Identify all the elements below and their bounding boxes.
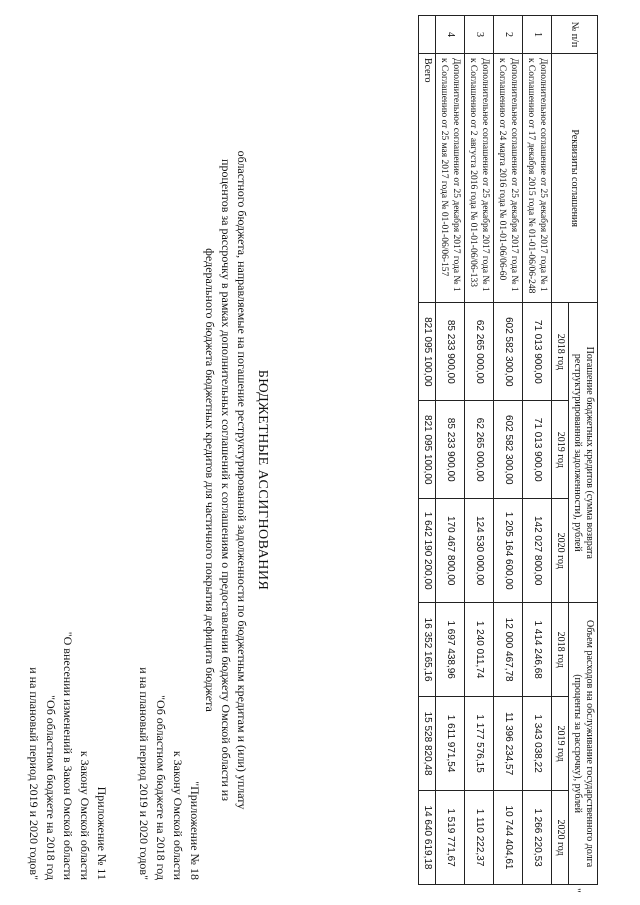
row-number: 2 xyxy=(494,16,523,54)
table-row xyxy=(494,16,523,885)
header-requisites: Реквизиты соглашения xyxy=(552,53,598,302)
total-repayment-2019: 821 095 100,00 xyxy=(419,401,436,499)
row-number: 4 xyxy=(436,16,465,54)
repayment-2019: 85 233 900,00 xyxy=(436,401,465,499)
repayment-2020: 170 467 800,00 xyxy=(436,499,465,603)
row-number: 1 xyxy=(523,16,552,54)
repayment-2019: 71 013 900,00 xyxy=(523,401,552,499)
header-year: 2019 год xyxy=(552,697,569,791)
header-year: 2020 год xyxy=(552,499,569,603)
budget-table xyxy=(418,15,598,885)
servicing-2020: 1 266 220,53 xyxy=(523,791,552,885)
header-servicing: Объем расходов на обслуживание государственного долга (проценты за рассрочку), рублей xyxy=(569,603,598,885)
document-title: БЮДЖЕТНЫЕ АССИГНОВАНИЯ xyxy=(255,369,270,591)
repayment-2020: 142 027 800,00 xyxy=(523,499,552,603)
total-servicing-2019: 15 528 820,48 xyxy=(419,697,436,791)
annex-line: "Приложение № 18 xyxy=(188,781,202,880)
servicing-2020: 1 110 222,37 xyxy=(465,791,494,885)
repayment-2018: 62 265 000,00 xyxy=(465,303,494,401)
agreement-requisites: Дополнительное соглашение от 25 декабря 2017 года № 1 к Соглашению от 24 марта 2016 года № 01-01-06/06-60 xyxy=(494,53,523,302)
annex-line: и на плановый период 2019 и 2020 годов" xyxy=(137,667,151,880)
repayment-2020: 124 530 000,00 xyxy=(465,499,494,603)
repayment-2019: 602 582 300,00 xyxy=(494,401,523,499)
servicing-2019: 1 177 576,15 xyxy=(465,697,494,791)
repayment-2020: 1 205 164 600,00 xyxy=(494,499,523,603)
header-repayment: Погашение бюджетных кредитов (сумма возврата реструктурированной задолженности), рублей xyxy=(569,303,598,603)
servicing-2019: 1 611 971,54 xyxy=(436,697,465,791)
servicing-2020: 1 519 771,67 xyxy=(436,791,465,885)
total-servicing-2018: 16 352 165,16 xyxy=(419,603,436,697)
agreement-requisites: Дополнительное соглашение от 25 декабря 2017 года № 1 к Соглашению от 2 августа 2016 года № 01-01-06/06-133 xyxy=(465,53,494,302)
repayment-2018: 602 582 300,00 xyxy=(494,303,523,401)
table-row xyxy=(523,16,552,885)
table-row xyxy=(465,16,494,885)
repayment-2018: 71 013 900,00 xyxy=(523,303,552,401)
title-block xyxy=(202,130,270,830)
header-year: 2020 год xyxy=(552,791,569,885)
header-year: 2018 год xyxy=(552,603,569,697)
annex-line: "О внесении изменений в Закон Омской области xyxy=(61,631,75,880)
repayment-2019: 62 265 000,00 xyxy=(465,401,494,499)
servicing-2019: 1 343 038,22 xyxy=(523,697,552,791)
total-row xyxy=(419,16,436,885)
servicing-2018: 1 697 438,96 xyxy=(436,603,465,697)
header-year: 2019 год xyxy=(552,401,569,499)
row-number: 3 xyxy=(465,16,494,54)
servicing-2020: 10 744 404,61 xyxy=(494,791,523,885)
total-empty-cell xyxy=(419,16,436,54)
servicing-2018: 1 414 246,68 xyxy=(523,603,552,697)
annex-header-current xyxy=(25,520,110,880)
total-repayment-2020: 1 642 190 200,00 xyxy=(419,499,436,603)
annex-line: "Об областном бюджете на 2018 год xyxy=(44,695,58,880)
header-year: 2018 год xyxy=(552,303,569,401)
total-label: Всего xyxy=(419,53,436,302)
document-subtitle: областного бюджета, направляемые на погашение реструктурированной задолженности по бюджетным кредитам и (или) уплату процентов за рассрочку в рамках дополнительных соглашений к соглашениям о предоставлении бюджету Омской области из федерального бюджета бюджетных кредитов для частичного покрытия дефицита бюджета xyxy=(203,150,249,810)
annex-line: "Об областном бюджете на 2018 год xyxy=(154,695,168,880)
total-servicing-2020: 14 640 619,18 xyxy=(419,791,436,885)
annex-line: к Закону Омской области xyxy=(171,750,185,880)
header-num: № п/п xyxy=(552,16,598,54)
repayment-2018: 85 233 900,00 xyxy=(436,303,465,401)
annex-line: и на плановый период 2019 и 2020 годов" xyxy=(27,667,41,880)
total-repayment-2018: 821 095 100,00 xyxy=(419,303,436,401)
servicing-2018: 12 000 467,78 xyxy=(494,603,523,697)
closing-quote: " xyxy=(570,888,584,893)
annex-header-base xyxy=(135,520,203,880)
table-row xyxy=(436,16,465,885)
servicing-2019: 11 396 234,57 xyxy=(494,697,523,791)
annex-line: Приложение № 11 xyxy=(95,786,109,880)
annex-line: к Закону Омской области xyxy=(78,750,92,880)
agreement-requisites: Дополнительное соглашение от 25 декабря 2017 года № 1 к Соглашению от 25 мая 2017 года № 01-01-06/06-157 xyxy=(436,53,465,302)
servicing-2018: 1 240 011,74 xyxy=(465,603,494,697)
agreement-requisites: Дополнительное соглашение от 25 декабря 2017 года № 1 к Соглашению от 17 декабря 2015 года № 01-01-06/06-248 xyxy=(523,53,552,302)
